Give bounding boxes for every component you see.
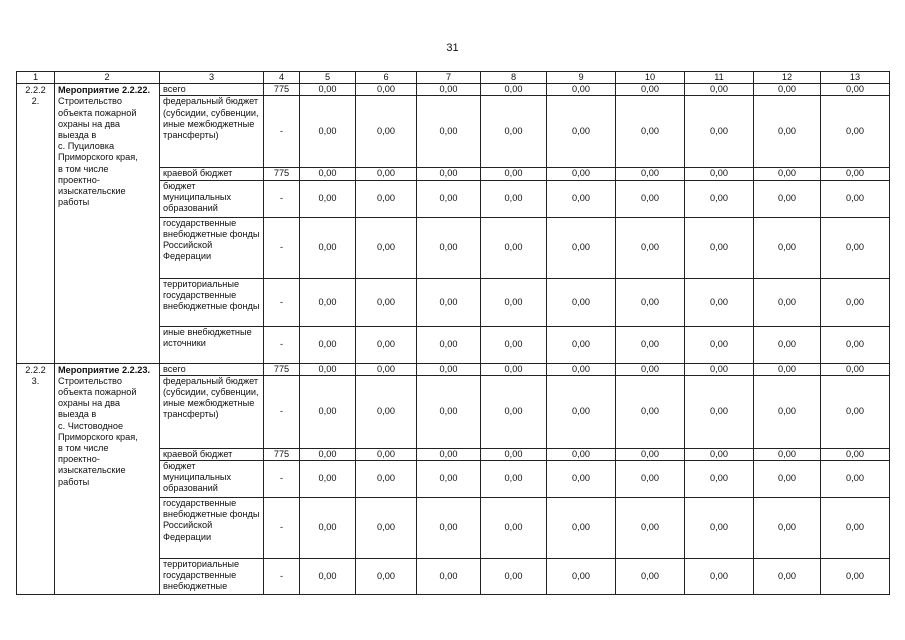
code-cell: - bbox=[264, 326, 300, 363]
value-cell: 0,00 bbox=[547, 278, 616, 326]
value-cell: 0,00 bbox=[300, 217, 356, 278]
value-cell: 0,00 bbox=[821, 84, 890, 96]
code-cell: - bbox=[264, 375, 300, 448]
header-cell-3: 3 bbox=[160, 72, 264, 84]
value-cell: 0,00 bbox=[481, 461, 547, 498]
table-header bbox=[17, 72, 890, 84]
value-cell: 0,00 bbox=[547, 363, 616, 375]
value-cell: 0,00 bbox=[356, 559, 417, 595]
code-cell: 775 bbox=[264, 84, 300, 96]
value-cell: 0,00 bbox=[754, 498, 821, 559]
measure-number-part: 3. bbox=[31, 375, 40, 386]
value-cell: 0,00 bbox=[417, 180, 481, 217]
measure-title-line: в том числе bbox=[58, 443, 109, 454]
value-cell: 0,00 bbox=[417, 363, 481, 375]
code-cell: - bbox=[264, 498, 300, 559]
value-cell: 0,00 bbox=[417, 217, 481, 278]
value-cell: 0,00 bbox=[616, 278, 685, 326]
value-cell: 0,00 bbox=[356, 448, 417, 460]
measure-title-line: работы bbox=[58, 197, 90, 208]
header-cell-6: 6 bbox=[356, 72, 417, 84]
value-cell: 0,00 bbox=[300, 461, 356, 498]
code-cell: - bbox=[264, 559, 300, 595]
value-cell: 0,00 bbox=[547, 96, 616, 168]
code-cell: 775 bbox=[264, 168, 300, 180]
value-cell: 0,00 bbox=[685, 278, 754, 326]
value-cell: 0,00 bbox=[356, 363, 417, 375]
table-body bbox=[17, 84, 890, 595]
value-cell: 0,00 bbox=[821, 461, 890, 498]
value-cell: 0,00 bbox=[821, 180, 890, 217]
value-cell: 0,00 bbox=[300, 326, 356, 363]
funding-source: краевой бюджет bbox=[160, 168, 264, 180]
value-cell: 0,00 bbox=[754, 84, 821, 96]
header-cell-2: 2 bbox=[55, 72, 160, 84]
value-cell: 0,00 bbox=[547, 461, 616, 498]
value-cell: 0,00 bbox=[616, 84, 685, 96]
value-cell: 0,00 bbox=[300, 375, 356, 448]
value-cell: 0,00 bbox=[300, 363, 356, 375]
value-cell: 0,00 bbox=[821, 217, 890, 278]
value-cell: 0,00 bbox=[754, 559, 821, 595]
funding-source: бюджет муниципальных образований bbox=[160, 461, 264, 498]
header-cell-10: 10 bbox=[616, 72, 685, 84]
measure-title-line: Приморского края, bbox=[58, 431, 138, 442]
value-cell: 0,00 bbox=[616, 498, 685, 559]
value-cell: 0,00 bbox=[754, 326, 821, 363]
value-cell: 0,00 bbox=[417, 498, 481, 559]
measure-number bbox=[17, 363, 55, 594]
value-cell: 0,00 bbox=[616, 559, 685, 595]
value-cell: 0,00 bbox=[616, 217, 685, 278]
value-cell: 0,00 bbox=[754, 96, 821, 168]
budget-table bbox=[16, 71, 890, 595]
funding-source: всего bbox=[160, 363, 264, 375]
value-cell: 0,00 bbox=[685, 96, 754, 168]
value-cell: 0,00 bbox=[356, 278, 417, 326]
value-cell: 0,00 bbox=[685, 84, 754, 96]
value-cell: 0,00 bbox=[821, 498, 890, 559]
value-cell: 0,00 bbox=[821, 278, 890, 326]
value-cell: 0,00 bbox=[300, 84, 356, 96]
value-cell: 0,00 bbox=[356, 461, 417, 498]
measure-title-line: проектно- bbox=[58, 454, 100, 465]
value-cell: 0,00 bbox=[685, 363, 754, 375]
value-cell: 0,00 bbox=[685, 461, 754, 498]
measure-title-line: проектно- bbox=[58, 174, 100, 185]
measure-title bbox=[55, 363, 160, 594]
value-cell: 0,00 bbox=[685, 448, 754, 460]
measure-title-line: охраны на два bbox=[58, 398, 121, 409]
measure-title-line: объекта пожарной bbox=[58, 387, 137, 398]
value-cell: 0,00 bbox=[616, 375, 685, 448]
measure-number-part: 2. bbox=[31, 96, 40, 107]
value-cell: 0,00 bbox=[616, 168, 685, 180]
value-cell: 0,00 bbox=[685, 375, 754, 448]
measure-title-line: изыскательские bbox=[58, 465, 126, 476]
value-cell: 0,00 bbox=[547, 375, 616, 448]
value-cell: 0,00 bbox=[356, 180, 417, 217]
value-cell: 0,00 bbox=[356, 84, 417, 96]
value-cell: 0,00 bbox=[417, 278, 481, 326]
table-row bbox=[17, 84, 890, 96]
header-cell-9: 9 bbox=[547, 72, 616, 84]
value-cell: 0,00 bbox=[685, 217, 754, 278]
page-number: 31 bbox=[446, 42, 459, 54]
value-cell: 0,00 bbox=[754, 217, 821, 278]
measure-title-line: охраны на два bbox=[58, 118, 121, 129]
value-cell: 0,00 bbox=[616, 363, 685, 375]
funding-source: краевой бюджет bbox=[160, 448, 264, 460]
value-cell: 0,00 bbox=[821, 363, 890, 375]
funding-source: территориальные государственные внебюджетные фонды bbox=[160, 278, 264, 326]
value-cell: 0,00 bbox=[481, 84, 547, 96]
value-cell: 0,00 bbox=[754, 448, 821, 460]
value-cell: 0,00 bbox=[481, 180, 547, 217]
value-cell: 0,00 bbox=[547, 168, 616, 180]
value-cell: 0,00 bbox=[685, 168, 754, 180]
value-cell: 0,00 bbox=[300, 96, 356, 168]
measure-title-line: объекта пожарной bbox=[58, 107, 137, 118]
value-cell: 0,00 bbox=[356, 168, 417, 180]
value-cell: 0,00 bbox=[821, 559, 890, 595]
measure-title-line: Приморского края, bbox=[58, 152, 138, 163]
value-cell: 0,00 bbox=[754, 375, 821, 448]
value-cell: 0,00 bbox=[481, 168, 547, 180]
measure-title-line: выезда в bbox=[58, 409, 97, 420]
funding-source: государственные внебюджетные фонды Российской Федерации bbox=[160, 498, 264, 559]
value-cell: 0,00 bbox=[356, 217, 417, 278]
value-cell: 0,00 bbox=[685, 326, 754, 363]
code-cell: - bbox=[264, 217, 300, 278]
measure-number bbox=[17, 84, 55, 363]
measure-title-bold: Мероприятие 2.2.23. bbox=[58, 364, 151, 375]
value-cell: 0,00 bbox=[821, 326, 890, 363]
value-cell: 0,00 bbox=[481, 448, 547, 460]
measure-title-line: с. Пуциловка bbox=[58, 141, 115, 152]
funding-source: иные внебюджетные источники bbox=[160, 326, 264, 363]
value-cell: 0,00 bbox=[300, 498, 356, 559]
header-cell-11: 11 bbox=[685, 72, 754, 84]
header-cell-4: 4 bbox=[264, 72, 300, 84]
header-cell-1: 1 bbox=[17, 72, 55, 84]
value-cell: 0,00 bbox=[685, 180, 754, 217]
value-cell: 0,00 bbox=[417, 84, 481, 96]
value-cell: 0,00 bbox=[616, 461, 685, 498]
funding-source: бюджет муниципальных образований bbox=[160, 180, 264, 217]
value-cell: 0,00 bbox=[300, 168, 356, 180]
value-cell: 0,00 bbox=[821, 168, 890, 180]
value-cell: 0,00 bbox=[616, 448, 685, 460]
code-cell: - bbox=[264, 461, 300, 498]
measure-title-line: Строительство bbox=[58, 96, 122, 107]
value-cell: 0,00 bbox=[821, 448, 890, 460]
value-cell: 0,00 bbox=[821, 96, 890, 168]
value-cell: 0,00 bbox=[481, 278, 547, 326]
value-cell: 0,00 bbox=[417, 168, 481, 180]
value-cell: 0,00 bbox=[685, 498, 754, 559]
value-cell: 0,00 bbox=[417, 96, 481, 168]
value-cell: 0,00 bbox=[300, 559, 356, 595]
header-cell-12: 12 bbox=[754, 72, 821, 84]
value-cell: 0,00 bbox=[547, 217, 616, 278]
value-cell: 0,00 bbox=[481, 363, 547, 375]
value-cell: 0,00 bbox=[616, 180, 685, 217]
measure-number-part: 2.2.2 bbox=[25, 364, 46, 375]
value-cell: 0,00 bbox=[685, 559, 754, 595]
table-row bbox=[17, 363, 890, 375]
value-cell: 0,00 bbox=[300, 278, 356, 326]
value-cell: 0,00 bbox=[417, 326, 481, 363]
measure-title-line: с. Чистоводное bbox=[58, 420, 124, 431]
value-cell: 0,00 bbox=[481, 326, 547, 363]
value-cell: 0,00 bbox=[300, 448, 356, 460]
value-cell: 0,00 bbox=[481, 96, 547, 168]
value-cell: 0,00 bbox=[300, 180, 356, 217]
measure-title bbox=[55, 84, 160, 363]
measure-title-bold: Мероприятие 2.2.22. bbox=[58, 85, 151, 96]
funding-source: федеральный бюджет (субсидии, субвенции, иные межбюджетные трансферты) bbox=[160, 96, 264, 168]
header-cell-5: 5 bbox=[300, 72, 356, 84]
value-cell: 0,00 bbox=[754, 363, 821, 375]
value-cell: 0,00 bbox=[754, 168, 821, 180]
measure-title-line: Строительство bbox=[58, 375, 122, 386]
value-cell: 0,00 bbox=[547, 559, 616, 595]
value-cell: 0,00 bbox=[481, 217, 547, 278]
value-cell: 0,00 bbox=[356, 375, 417, 448]
value-cell: 0,00 bbox=[547, 326, 616, 363]
code-cell: 775 bbox=[264, 448, 300, 460]
value-cell: 0,00 bbox=[481, 375, 547, 448]
measure-title-line: выезда в bbox=[58, 130, 97, 141]
value-cell: 0,00 bbox=[417, 461, 481, 498]
funding-source: всего bbox=[160, 84, 264, 96]
value-cell: 0,00 bbox=[616, 96, 685, 168]
value-cell: 0,00 bbox=[754, 278, 821, 326]
value-cell: 0,00 bbox=[356, 96, 417, 168]
code-cell: 775 bbox=[264, 363, 300, 375]
value-cell: 0,00 bbox=[417, 448, 481, 460]
funding-source: федеральный бюджет (субсидии, субвенции, иные межбюджетные трансферты) bbox=[160, 375, 264, 448]
measure-title-line: в том числе bbox=[58, 163, 109, 174]
measure-number-part: 2.2.2 bbox=[25, 85, 46, 96]
header-cell-8: 8 bbox=[481, 72, 547, 84]
value-cell: 0,00 bbox=[754, 180, 821, 217]
value-cell: 0,00 bbox=[417, 375, 481, 448]
value-cell: 0,00 bbox=[356, 326, 417, 363]
header-cell-7: 7 bbox=[417, 72, 481, 84]
value-cell: 0,00 bbox=[547, 448, 616, 460]
funding-source: государственные внебюджетные фонды Российской Федерации bbox=[160, 217, 264, 278]
value-cell: 0,00 bbox=[616, 326, 685, 363]
value-cell: 0,00 bbox=[547, 498, 616, 559]
value-cell: 0,00 bbox=[356, 498, 417, 559]
value-cell: 0,00 bbox=[417, 559, 481, 595]
measure-title-line: изыскательские bbox=[58, 186, 126, 197]
value-cell: 0,00 bbox=[481, 559, 547, 595]
value-cell: 0,00 bbox=[754, 461, 821, 498]
code-cell: - bbox=[264, 180, 300, 217]
value-cell: 0,00 bbox=[547, 180, 616, 217]
value-cell: 0,00 bbox=[821, 375, 890, 448]
value-cell: 0,00 bbox=[547, 84, 616, 96]
measure-title-line: работы bbox=[58, 476, 90, 487]
code-cell: - bbox=[264, 96, 300, 168]
code-cell: - bbox=[264, 278, 300, 326]
value-cell: 0,00 bbox=[481, 498, 547, 559]
header-cell-13: 13 bbox=[821, 72, 890, 84]
funding-source: территориальные государственные внебюджетные bbox=[160, 559, 264, 595]
